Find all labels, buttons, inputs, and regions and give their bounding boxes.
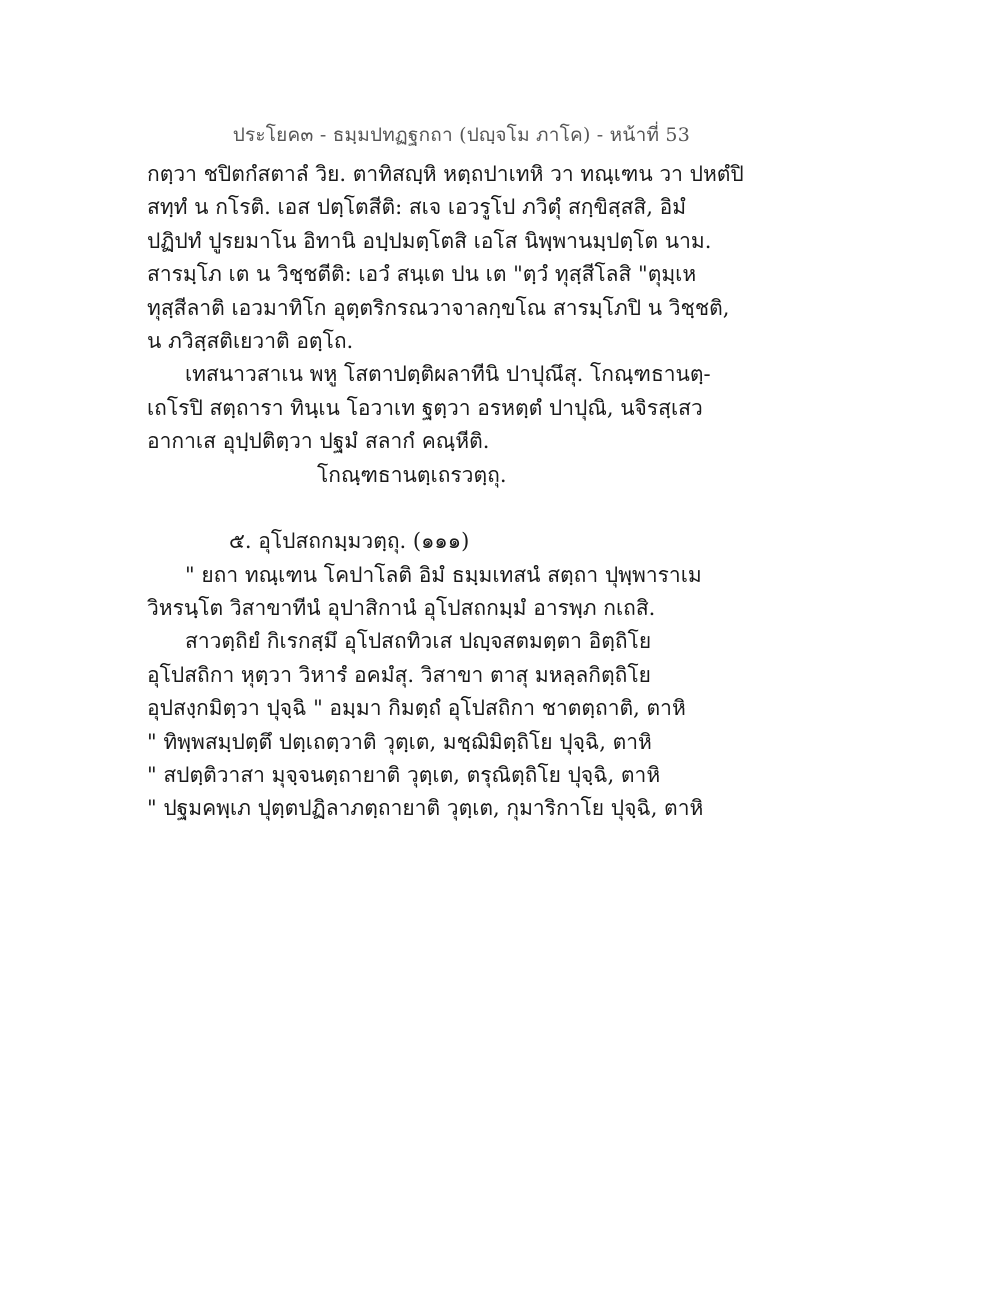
blank-line — [147, 492, 707, 525]
text-line: " ทิพฺพสมฺปตฺตึ ปตฺเถตฺวาติ วุตฺเต, มชฺฌิมิตฺถิโย ปุจฺฉิ, ตาหิ — [147, 729, 652, 754]
paragraph-1 — [147, 158, 744, 358]
text-line: ทุสฺสีลาติ เอวมาทิโก อุตฺตริกรณวาจาลกฺขโณ สารมฺโภปิ น วิชฺชติ, — [147, 295, 730, 320]
section-verse — [147, 559, 707, 626]
text-line: กตฺวา ชปิตกํสตาลํ วิย. ตาทิสญฺหิ หตฺถปาเทหิ วา ทณฺเฑน วา ปหตํปิ — [147, 162, 744, 186]
text-line: อากาเส อุปฺปติตฺวา ปฐมํ สลากํ คณฺหีติ. — [147, 429, 490, 454]
running-header: ประโยค๓ - ธมฺมปทฏฐกถา (ปญฺจโม ภาโค) - หน้าที่ 53 — [232, 124, 690, 146]
text-line: สาวตฺถิยํ กิเรกสฺมึ อุโปสถทิวเส ปญฺจสตมตฺตา อิตฺถิโย — [185, 629, 652, 654]
text-line: อุโปสถิกา หุตฺวา วิหารํ อคมํสุ. วิสาขา ตาสุ มหลฺลกิตฺถิโย — [147, 662, 651, 687]
text-line: " ปฐมคพฺเภ ปุตฺตปฏิลาภตฺถายาติ วุตฺเต, กุมาริกาโย ปุจฺฉิ, ตาหิ — [147, 796, 704, 821]
body-text — [147, 158, 744, 826]
section-heading: ๕. อุโปสถกมฺมวตฺถุ. (๑๑๑) — [229, 529, 470, 554]
section-paragraph — [147, 625, 707, 825]
paragraph-2 — [147, 358, 711, 458]
text-line: อุปสงฺกมิตฺวา ปุจฺฉิ " อมฺมา กิมตฺถํ อุโปสถิกา ชาตตฺถาติ, ตาหิ — [147, 696, 686, 721]
text-line: น ภวิสฺสติเยวาติ อตฺโถ. — [147, 328, 354, 353]
text-line: สารมฺโภ เต น วิชฺชตีติ: เอวํ สนฺเต ปน เต "ตฺวํ ทุสฺสีโลสิ "ตุมฺเห — [147, 262, 697, 287]
text-line: ปฏิปทํ ปูรยมาโน อิทานิ อปฺปมตฺโตสิ เอโส นิพฺพานมฺปตฺโต นาม. — [147, 228, 712, 253]
text-line: สทฺทํ น กโรติ. เอส ปตฺโตสีติ: สเจ เอวรูโป ภวิตุํ สกฺขิสฺสสิ, อิมํ — [147, 195, 687, 220]
text-line: " สปตฺติวาสา มุจฺจนตฺถายาติ วุตฺเต, ตรุณิตฺถิโย ปุจฺฉิ, ตาหิ — [147, 763, 661, 788]
text-line: วิหรนฺโต วิสาขาทีนํ อุปาสิกานํ อุโปสถกมฺมํ อารพฺภ กเถสิ. — [147, 596, 656, 621]
text-line: เทสนาวสาเน พหู โสตาปตฺติผลาทีนิ ปาปุณึสุ. โกณฺฑธานตฺ- — [185, 362, 711, 387]
text-line: เถโรปิ สตฺถารา ทินฺเน โอวาเท ฐตฺวา อรหตฺตํ ปาปุณิ, นจิรสฺเสว — [147, 395, 703, 420]
story-end-title: โกณฺฑธานตฺเถรวตฺถุ. — [317, 462, 507, 487]
text-line: " ยถา ทณฺเฑน โคปาโลติ อิมํ ธมฺมเทสนํ สตฺถา ปุพฺพาราเม — [185, 562, 702, 587]
